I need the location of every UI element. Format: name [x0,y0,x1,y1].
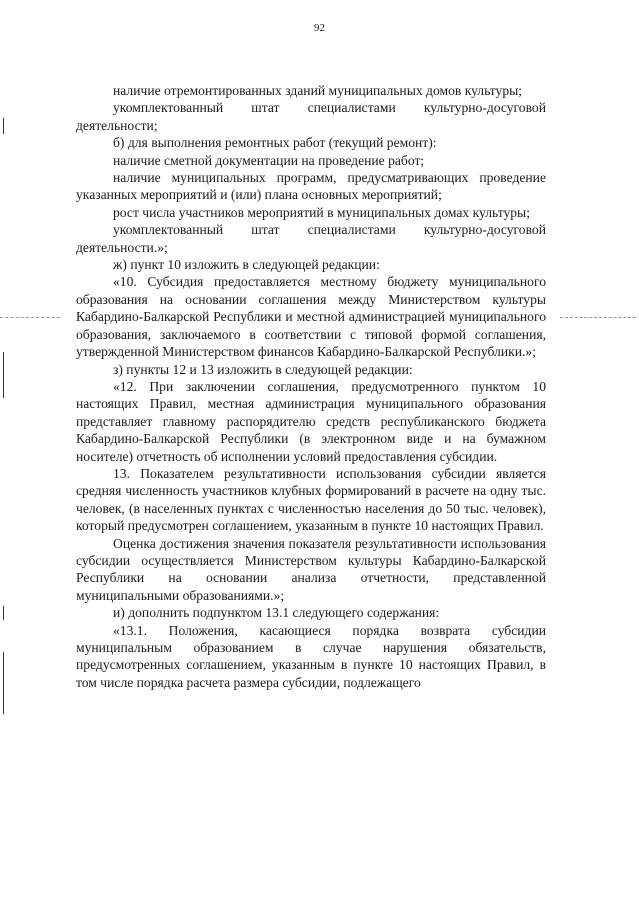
paragraph: з) пункты 12 и 13 изложить в следующей редакции: [113,361,413,377]
dashed-scan-line [560,317,636,319]
paragraph: «10. Субсидия предоставляется местному бюджету муниципального образования на основании соглашения между Министерством культуры Кабардино-Балкарской Республики и местной администрацией муниципального образования, заключаемого в соответствии с типовой формой соглашения, утвержденной Министерством финансов Кабардино-Балкарской Республики.»; [76,274,546,360]
paragraph: б) для выполнения ремонтных работ (текущий ремонт): [113,135,437,151]
paragraph: Оценка достижения значения показателя результативности использования субсидии осуществляется Министерством культуры Кабардино-Балкарской Республики на основании анализа отчетности, представленной муниципальными образованиями.»; [76,535,546,603]
paragraph: наличие отремонтированных зданий муниципальных домов культуры; [113,83,523,98]
document-body [76,82,546,691]
paragraph: «12. При заключении соглашения, предусмотренного пунктом 10 настоящих Правил, местная администрация муниципального образования представляет главному распорядителю средств республиканского бюджета Кабардино-Балкарской Республики (в электронном виде и на бумажном носителе) отчетность об исполнении условий предоставления субсидии. [76,378,546,464]
paragraph: рост числа участников мероприятий в муниципальных домах культуры; [113,204,530,220]
paragraph: укомплектованный штат специалистами культурно-досуговой деятельности; [76,100,546,133]
paragraph: наличие муниципальных программ, предусматривающих проведение указанных мероприятий и (или) плана основных мероприятий; [76,170,546,203]
paragraph: и) дополнить подпунктом 13.1 следующего содержания: [113,605,440,621]
dashed-scan-line [0,317,60,319]
margin-change-bar [3,606,4,620]
paragraph: укомплектованный штат специалистами культурно-досуговой деятельности.»; [76,222,546,255]
margin-change-bar [3,652,4,714]
margin-change-bar [3,118,4,134]
paragraph: ж) пункт 10 изложить в следующей редакции: [113,257,380,273]
paragraph: 13. Показателем результативности использования субсидии является средняя численность участников клубных формирований в расчете на одну тыс. человек, (в населенных пунктах с численностью населения до 50 тыс. человек), который предусмотрен соглашением, указанным в пункте 10 настоящих Правил. [76,465,546,534]
page-number: 92 [314,22,325,34]
paragraph: «13.1. Положения, касающиеся порядка возврата субсидии муниципальным образованием в случае нарушения обязательств, предусмотренных соглашением, указанным в пункте 10 настоящих Правил, в том числе порядка расчета размера субсидии, подлежащего [76,622,546,690]
margin-change-bar [3,352,4,398]
paragraph: наличие сметной документации на проведение работ; [113,152,425,168]
